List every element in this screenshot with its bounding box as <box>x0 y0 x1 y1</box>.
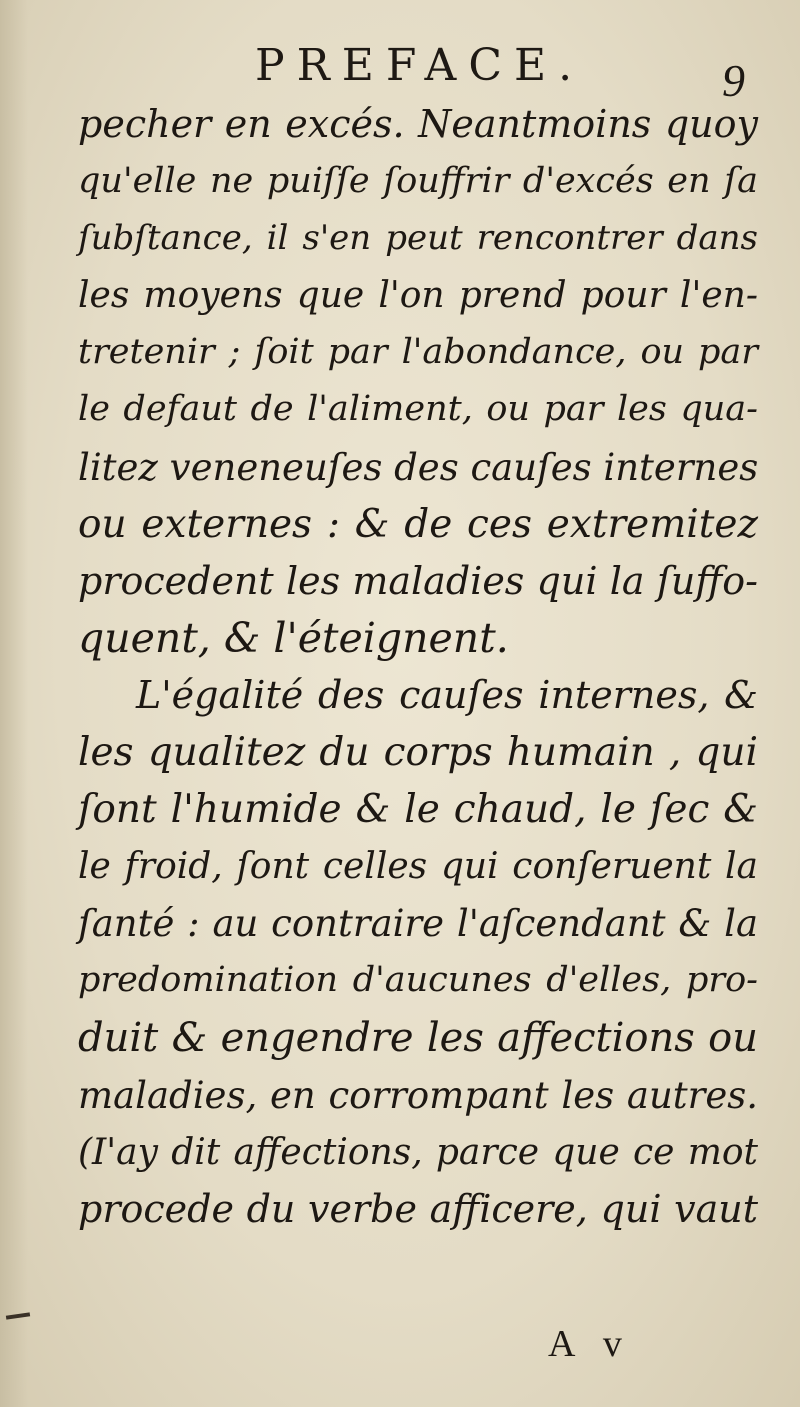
text-line: ſont l'humide & le chaud, le ſec & <box>78 787 758 833</box>
text-line: ſubſtance, il s'en peut rencontrer dans <box>78 218 758 259</box>
text-line: procede du verbe afficere, qui vaut <box>78 1186 758 1231</box>
text-line: litez veneneuſes des cauſes internes <box>78 445 759 489</box>
gutter-shadow <box>0 0 28 1407</box>
text-line: maladies, en corrompant les autres. <box>78 1073 758 1117</box>
text-line: les moyens que l'on prend pour l'en- <box>78 275 758 317</box>
signature-mark: A v <box>548 1323 632 1365</box>
text-line: qu'elle ne puiſſe ſouffrir d'excés en ſa <box>78 161 758 202</box>
text-line: les qualitez du corps humain , qui <box>78 730 758 776</box>
running-head <box>0 40 800 106</box>
text-line: ou externes : & de ces extremitez <box>78 501 758 547</box>
text-line: quent, & l'éteignent. <box>78 613 509 662</box>
text-line: le froid, ſont celles qui conſeruent la <box>78 846 758 888</box>
text-line: (I'ay dit affections, parce que ce mot <box>78 1131 758 1173</box>
text-line: duit & engendre les affections ou <box>78 1014 758 1061</box>
text-line: le defaut de l'aliment, ou par les qua- <box>78 389 758 430</box>
text-line: predomination d'aucunes d'elles, pro- <box>78 960 758 1001</box>
text-line: ſanté : au contraire l'aſcendant & la <box>78 902 758 946</box>
text-line: procedent les maladies qui la ſuffo- <box>78 558 758 603</box>
text-line: L'égalité des cauſes internes, & <box>136 672 758 717</box>
body-text <box>78 96 758 1238</box>
text-line: tretenir ; ſoit par l'abondance, ou par <box>78 332 758 373</box>
page-number: 9 <box>722 55 745 106</box>
text-line: pecher en excés. Neantmoins quoy <box>78 102 758 146</box>
running-title: PREFACE. <box>255 40 585 91</box>
